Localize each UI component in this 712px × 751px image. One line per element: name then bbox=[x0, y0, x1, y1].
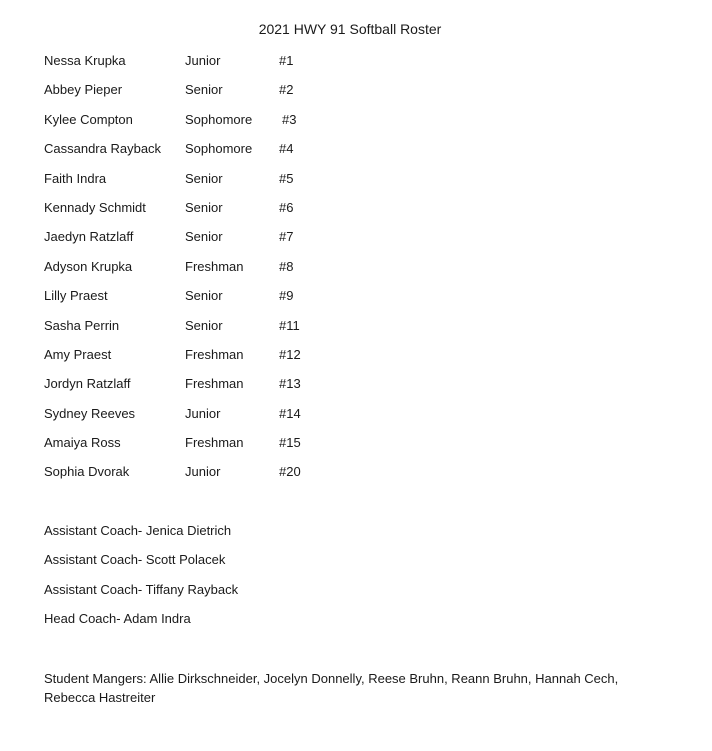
player-grade: Senior bbox=[185, 170, 223, 186]
player-number: #5 bbox=[279, 170, 294, 186]
roster-row bbox=[44, 463, 664, 492]
player-grade: Freshman bbox=[185, 435, 244, 451]
roster-row bbox=[44, 228, 664, 257]
player-grade: Freshman bbox=[185, 258, 244, 274]
student-managers: Student Mangers: Allie Dirkschneider, Jocelyn Donnelly, Reese Bruhn, Reann Bruhn, Hannah Cech, Rebecca Hastreiter bbox=[44, 671, 619, 705]
coaches-list bbox=[44, 522, 238, 640]
player-number: #4 bbox=[279, 141, 294, 157]
roster-list bbox=[44, 52, 664, 493]
player-name: Nessa Krupka bbox=[44, 53, 126, 68]
coach-line: Assistant Coach- Jenica Dietrich bbox=[44, 523, 232, 538]
player-number: #7 bbox=[279, 229, 294, 245]
player-number: #9 bbox=[279, 288, 294, 304]
player-name: Amaiya Ross bbox=[44, 435, 121, 451]
roster-row bbox=[44, 111, 664, 140]
roster-row bbox=[44, 258, 664, 287]
player-grade: Senior bbox=[185, 317, 223, 333]
player-number: #13 bbox=[279, 376, 301, 392]
player-number: #12 bbox=[279, 346, 301, 362]
player-grade: Junior bbox=[185, 405, 221, 421]
player-number: #1 bbox=[279, 53, 294, 68]
roster-row bbox=[44, 405, 664, 434]
player-number: #15 bbox=[279, 435, 301, 451]
player-name: Sasha Perrin bbox=[44, 317, 120, 333]
player-number: #8 bbox=[279, 258, 294, 274]
coach-line: Assistant Coach- Scott Polacek bbox=[44, 552, 226, 568]
player-grade: Sophomore bbox=[185, 141, 253, 157]
page-title: 2021 HWY 91 Softball Roster bbox=[258, 21, 442, 37]
roster-row bbox=[44, 140, 664, 169]
player-name: Cassandra Rayback bbox=[44, 141, 162, 157]
roster-row bbox=[44, 199, 664, 228]
player-grade: Freshman bbox=[185, 346, 244, 362]
player-name: Adyson Krupka bbox=[44, 258, 133, 274]
player-grade: Senior bbox=[185, 82, 223, 98]
player-number: #2 bbox=[279, 82, 294, 98]
player-name: Sydney Reeves bbox=[44, 405, 136, 421]
player-name: Jaedyn Ratzlaff bbox=[44, 229, 134, 245]
head-coach-line: Head Coach- Adam Indra bbox=[44, 611, 191, 627]
player-grade: Senior bbox=[185, 229, 223, 245]
player-name: Lilly Praest bbox=[44, 288, 108, 304]
player-grade: Junior bbox=[185, 53, 221, 68]
roster-row bbox=[44, 287, 664, 316]
roster-row bbox=[44, 317, 664, 346]
player-number: #14 bbox=[279, 405, 301, 421]
roster-row bbox=[44, 52, 664, 81]
player-number: #3 bbox=[282, 111, 297, 127]
player-grade: Senior bbox=[185, 288, 223, 304]
roster-row bbox=[44, 375, 664, 404]
player-number: #6 bbox=[279, 199, 294, 215]
player-grade: Junior bbox=[185, 464, 221, 480]
player-number: #11 bbox=[279, 317, 300, 333]
player-name: Kylee Compton bbox=[44, 111, 133, 127]
player-grade: Sophomore bbox=[185, 111, 253, 127]
player-name: Sophia Dvorak bbox=[44, 464, 130, 480]
player-name: Abbey Pieper bbox=[44, 82, 123, 98]
player-grade: Senior bbox=[185, 199, 223, 215]
player-name: Jordyn Ratzlaff bbox=[44, 376, 131, 392]
roster-row bbox=[44, 346, 664, 375]
roster-row bbox=[44, 170, 664, 199]
player-number: #20 bbox=[279, 464, 301, 480]
roster-row bbox=[44, 81, 664, 110]
player-name: Amy Praest bbox=[44, 346, 112, 362]
player-name: Kennady Schmidt bbox=[44, 199, 146, 215]
player-grade: Freshman bbox=[185, 376, 244, 392]
player-name: Faith Indra bbox=[44, 170, 107, 186]
coach-line: Assistant Coach- Tiffany Rayback bbox=[44, 581, 239, 597]
roster-row bbox=[44, 434, 664, 463]
